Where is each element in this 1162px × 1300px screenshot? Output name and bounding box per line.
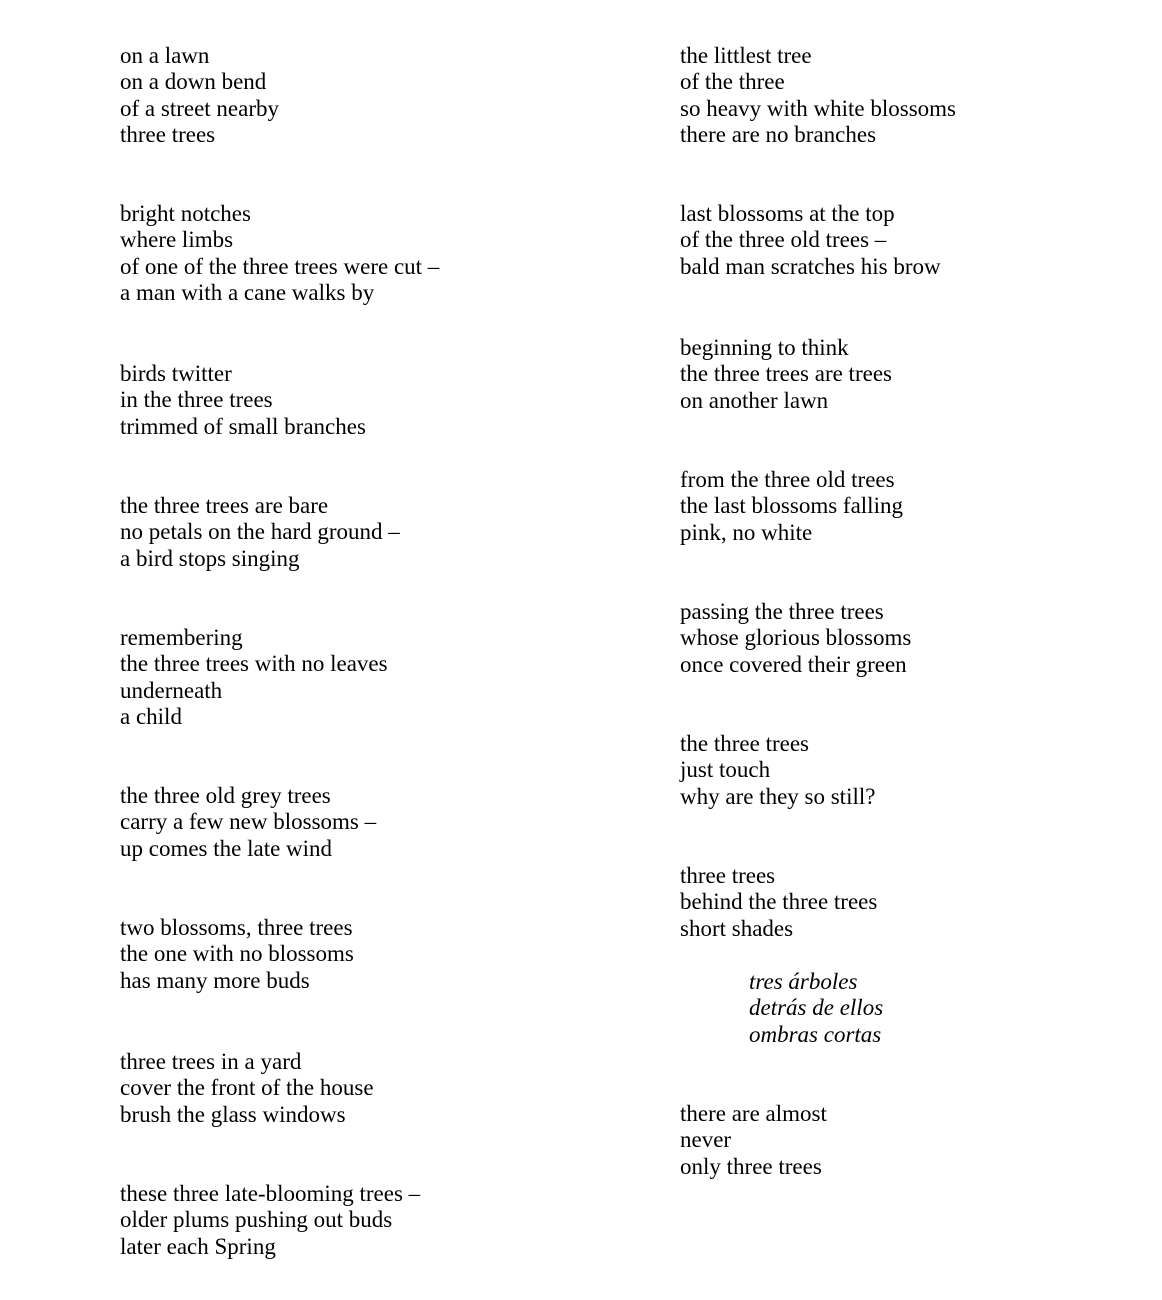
stanza [120, 201, 439, 306]
poem-line: the littlest tree [680, 43, 812, 68]
stanza [680, 1101, 827, 1180]
poem-line: later each Spring [120, 1233, 276, 1259]
poem-line: of a street nearby [120, 95, 280, 121]
stanza [680, 43, 956, 148]
poem-line: on another lawn [680, 387, 829, 413]
poem-line: ombras cortas [749, 1021, 882, 1047]
poem-line: so heavy with white blossoms [680, 95, 956, 121]
poem-line: two blossoms, three trees [120, 915, 353, 940]
poem-line: on a lawn [120, 43, 210, 68]
poem-line: from the three old trees [680, 467, 895, 492]
stanza [680, 201, 941, 280]
poem-line: carry a few new blossoms – [120, 809, 377, 835]
poem-line: trimmed of small branches [120, 413, 366, 439]
stanza [120, 625, 388, 730]
poem-line: birds twitter [120, 361, 232, 386]
poem-line: in the three trees [120, 387, 273, 413]
stanza [120, 361, 366, 440]
stanza [680, 335, 892, 414]
poem-line: last blossoms at the top [680, 201, 895, 226]
stanza [120, 1181, 420, 1260]
stanza [680, 731, 875, 810]
poem-line: no petals on the hard ground – [120, 519, 400, 545]
poem-line: bright notches [120, 201, 251, 226]
poem-line: the one with no blossoms [120, 941, 354, 967]
poem-line: once covered their green [680, 651, 907, 677]
poem-line: tres árboles [749, 969, 858, 994]
stanza [680, 467, 903, 546]
poem-line: brush the glass windows [120, 1101, 346, 1127]
poem-line: where limbs [120, 227, 234, 253]
poem-line: three trees [680, 863, 776, 888]
poem-line: the three trees with no leaves [120, 651, 388, 677]
poem-line: on a down bend [120, 69, 267, 95]
poem-line: the three trees are trees [680, 361, 892, 387]
poem-line: of the three old trees – [680, 227, 887, 253]
poem-line: there are no branches [680, 121, 877, 147]
stanza [120, 783, 376, 862]
spanish-translation-stanza [749, 969, 883, 1048]
poem-line: why are they so still? [680, 783, 876, 809]
stanza [120, 493, 400, 572]
poem-line: has many more buds [120, 967, 310, 993]
poem-line: three trees in a yard [120, 1049, 302, 1074]
poem-line: a child [120, 703, 182, 729]
poem-line: cover the front of the house [120, 1075, 374, 1101]
poem-line: the last blossoms falling [680, 493, 903, 519]
poem-line: of the three [680, 69, 785, 95]
poem-line: these three late-blooming trees – [120, 1181, 421, 1206]
stanza [120, 915, 354, 994]
poem-line: whose glorious blossoms [680, 625, 912, 651]
stanza [120, 43, 279, 148]
poem-line: detrás de ellos [749, 995, 884, 1021]
poem-line: only three trees [680, 1153, 822, 1179]
poem-line: three trees [120, 121, 216, 147]
poem-line: pink, no white [680, 519, 813, 545]
poem-line: a man with a cane walks by [120, 279, 375, 305]
poem-line: older plums pushing out buds [120, 1207, 393, 1233]
poem-line: a bird stops singing [120, 545, 300, 571]
poem-line: never [680, 1127, 732, 1153]
poem-line: passing the three trees [680, 599, 884, 624]
poem-line: the three trees [680, 731, 809, 756]
stanza [680, 863, 877, 942]
poem-line: short shades [680, 915, 794, 941]
poem-line: up comes the late wind [120, 835, 333, 861]
poem-line: underneath [120, 677, 223, 703]
poem-line: behind the three trees [680, 889, 878, 915]
poem-line: bald man scratches his brow [680, 253, 941, 279]
poem-line: there are almost [680, 1101, 827, 1126]
stanza [680, 599, 911, 678]
poem-line: the three trees are bare [120, 493, 329, 518]
poem-line: beginning to think [680, 335, 849, 360]
poem-line: the three old grey trees [120, 783, 331, 808]
stanza [120, 1049, 374, 1128]
poem-line: remembering [120, 625, 243, 650]
poem-line: of one of the three trees were cut – [120, 253, 440, 279]
poem-line: just touch [680, 757, 771, 783]
